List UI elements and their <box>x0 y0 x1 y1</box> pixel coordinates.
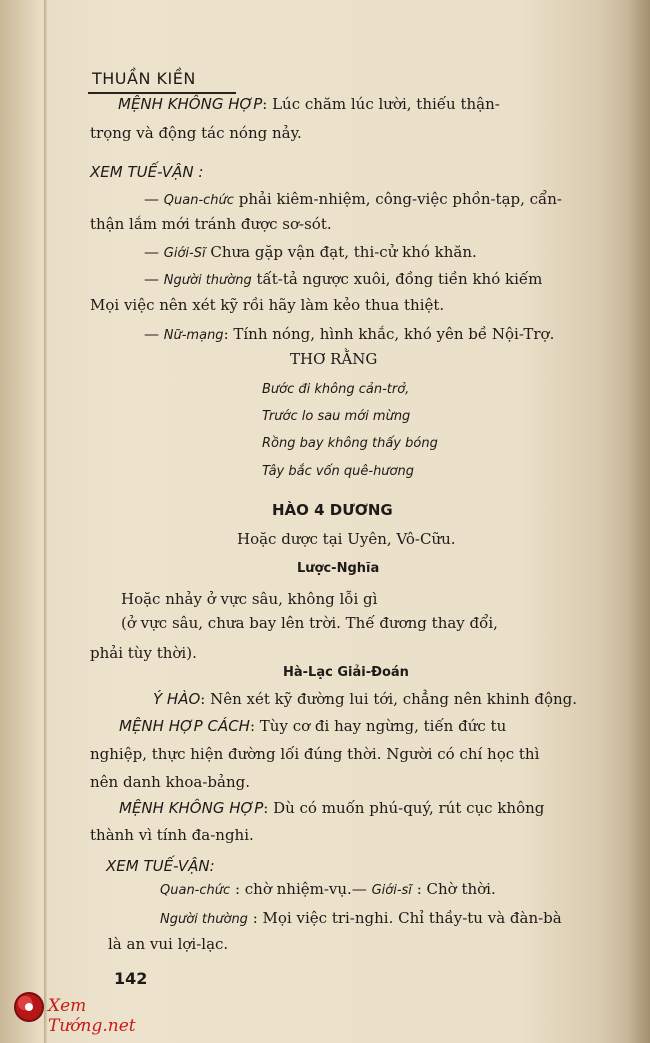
nu-mang-text: : Tính nóng, hình khắc, khó yên bề Nội-Trợ. <box>223 325 555 343</box>
poem-line-1: Bước đi không cản-trở, <box>262 382 410 397</box>
quan-chuc-line-2: thận lắm mới tránh được sơ-sót. <box>90 215 332 233</box>
nguoi-thuong-2-label: Người thường <box>160 912 248 927</box>
quan-chuc-text: phải kiêm-nhiệm, công-việc phồn-tạp, cẩn- <box>238 190 562 208</box>
hao-title: HÀO 4 DƯƠNG <box>272 501 393 519</box>
poem-line-3: Rồng bay không thấy bóng <box>262 436 438 451</box>
running-title: THUẦN KIỀN <box>92 69 196 88</box>
nguoi-thuong-line-1: — Người thường tất-tả ngược xuôi, đồng tiền khó kiếm <box>144 270 543 288</box>
menh-khong-hop-2-line-1 <box>119 799 544 817</box>
poem-heading: THƠ RẰNG <box>290 350 378 368</box>
nguoi-thuong-line-2: Mọi việc nên xét kỹ rồi hãy làm kẻo thua thiệt. <box>90 296 445 314</box>
luoc-nghia-heading: Lược-Nghĩa <box>297 561 380 576</box>
menh-hop-cach-label: MỆNH HỢP CÁCH <box>119 717 250 735</box>
nguoi-thuong-text: tất-tả ngược xuôi, đồng tiền khó kiếm <box>256 270 543 288</box>
nu-mang-line: — Nữ-mạng: Tính nóng, hình khắc, khó yên bề Nội-Trợ. <box>144 325 555 343</box>
nguoi-thuong-2-line-2: là an vui lợi-lạc. <box>108 935 229 953</box>
luoc-nghia-line-2: (ở vực sâu, chưa bay lên trời. Thế đương thay đổi, <box>121 614 498 632</box>
page-spine <box>44 0 47 1043</box>
xem-tue-van-2-heading: XEM TUẾ-VẬN: <box>106 857 215 875</box>
menh-khong-hop-2-text: : Dù có muốn phú-quý, rút cục không <box>263 799 545 817</box>
yin-yang-icon <box>14 992 44 1022</box>
poem-line-2: Trước lo sau mới mừng <box>262 409 411 424</box>
page-edge-shadow <box>628 0 650 1043</box>
menh-khong-hop-line-1 <box>118 95 500 113</box>
page-number: 142 <box>114 969 148 988</box>
menh-hop-cach-line-2: nghiệp, thực hiện đường lối đúng thời. Người có chí học thì <box>90 745 540 763</box>
menh-hop-cach-line-1 <box>119 717 506 735</box>
ha-lac-heading: Hà-Lạc Giải-Đoán <box>283 665 409 680</box>
y-hao-line <box>153 690 577 708</box>
quan-chuc-2-text: : chờ nhiệm-vụ.— <box>234 880 367 898</box>
menh-khong-hop-2-line-2: thành vì tính đa-nghi. <box>90 826 254 844</box>
nguoi-thuong-2-line-1 <box>160 909 562 929</box>
nguoi-thuong-2-text: : Mọi việc tri-nghi. Chỉ thầy-tu và đàn-bà <box>252 909 562 927</box>
quan-chuc-label: Quan-chức <box>163 193 234 208</box>
nu-mang-label: Nữ-mạng <box>163 328 224 343</box>
quan-chuc-2-label: Quan-chức <box>160 883 231 898</box>
menh-khong-hop-label: MỆNH KHÔNG HỢP <box>118 95 263 113</box>
site-watermark[interactable] <box>8 990 178 1036</box>
quan-chuc-line-1: — Quan-chức phải kiêm-nhiệm, công-việc phồn-tạp, cẩn- <box>144 190 562 208</box>
poem-line-4: Tây bắc vốn quê-hương <box>262 464 414 479</box>
menh-khong-hop-2-label: MỆNH KHÔNG HỢP <box>119 799 264 817</box>
header-rule <box>88 92 236 94</box>
menh-khong-hop-text: : Lúc chăm lúc lười, thiếu thận- <box>262 95 500 113</box>
y-hao-label: Ý HÀO <box>153 690 201 708</box>
nguoi-thuong-label: Người thường <box>163 273 252 288</box>
luoc-nghia-line-1: Hoặc nhảy ở vực sâu, không lỗi gì <box>121 590 378 608</box>
gioi-si-2-label: Giới-sĩ <box>371 883 412 898</box>
xem-tue-van-heading: XEM TUẾ-VẬN : <box>90 163 204 181</box>
menh-hop-cach-text: : Tùy cơ đi hay ngừng, tiến đức tu <box>249 717 507 735</box>
quan-chuc-2-line <box>160 880 496 900</box>
luoc-nghia-line-3: phải tùy thời). <box>90 644 197 662</box>
gioi-si-text: Chưa gặp vận đạt, thi-cử khó khăn. <box>210 243 477 261</box>
menh-hop-cach-line-3: nên danh khoa-bảng. <box>90 773 250 791</box>
watermark-text: Xem Tướng.net <box>48 996 136 1036</box>
hao-subtitle: Hoặc dược tại Uyên, Vô-Cữu. <box>237 530 456 548</box>
y-hao-text: : Nên xét kỹ đường lui tới, chẳng nên khinh động. <box>200 690 578 708</box>
menh-khong-hop-line-2: trọng và động tác nóng nảy. <box>90 124 302 142</box>
gioi-si-2-text: : Chờ thời. <box>416 880 496 898</box>
gioi-si-label: Giới-Sĩ <box>163 246 206 261</box>
gioi-si-line: — Giới-Sĩ Chưa gặp vận đạt, thi-cử khó khăn. <box>144 243 477 261</box>
